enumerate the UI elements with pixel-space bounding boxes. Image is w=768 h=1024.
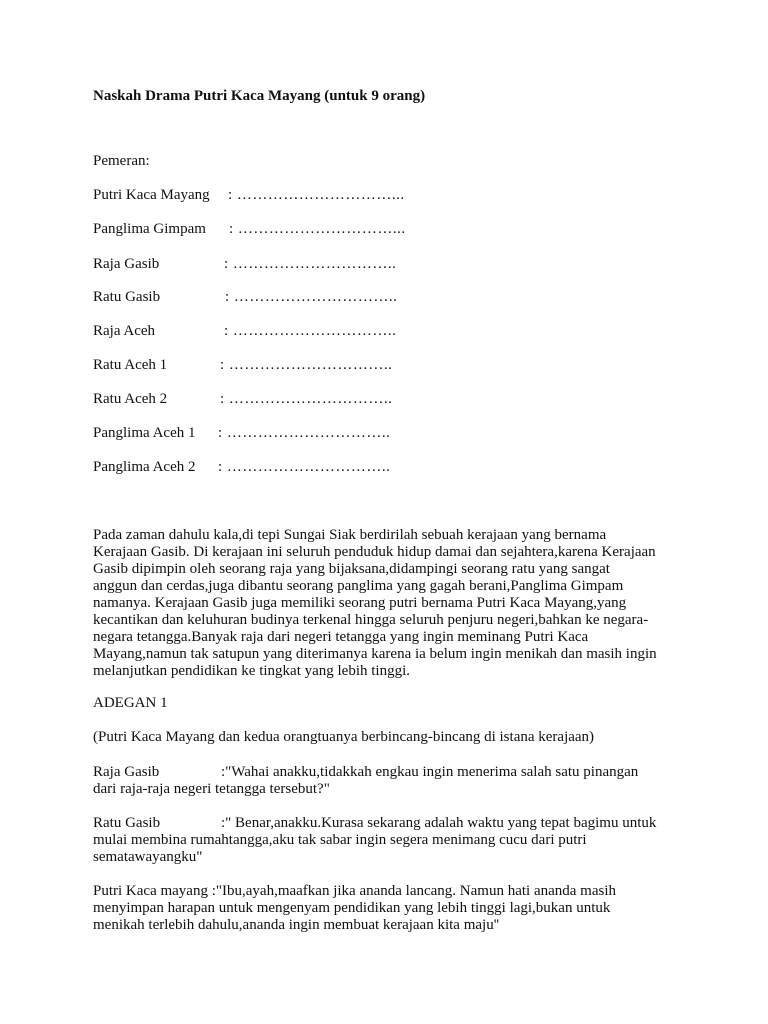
speaker-name: Raja Gasib [93,764,160,780]
stage-direction: (Putri Kaca Mayang dan kedua orangtuanya berbincang-bincang di istana kerajaan) [93,729,595,745]
paragraph-line: kecantikan dan keluhuran budinya terkenal hingga seluruh penjuru negeri,bahkan ke negara- [93,612,649,628]
cast-name: Panglima Aceh 1 [93,425,196,441]
paragraph-line: Mayang,namun tak satupun yang diterimanya karena ia belum ingin menikah dan masih ingin [93,646,657,662]
cast-name: Panglima Gimpam [93,221,206,237]
cast-blank: : ………………………….. [218,425,391,441]
cast-entry [93,391,513,411]
dialogue-block [93,764,693,798]
paragraph-line: namanya. Kerajaan Gasib juga memiliki seorang putri bernama Putri Kaca Mayang,yang [93,595,627,611]
cast-label: Pemeran: [93,153,150,169]
paragraph-line: anggun dan cerdas,juga dibantu seorang panglima yang gagah berani,Panglima Gimpam [93,578,624,594]
cast-entry [93,221,513,241]
cast-name: Raja Gasib [93,256,160,272]
dialogue-first-line [93,815,693,832]
cast-name: Ratu Gasib [93,289,161,305]
dialogue-text: :" Benar,anakku.Kurasa sekarang adalah waktu yang tepat bagimu untuk [221,815,657,831]
cast-blank: : ………………………….. [220,391,393,407]
cast-name: Ratu Aceh 2 [93,391,168,407]
intro-paragraph [93,527,693,680]
dialogue-block [93,815,693,866]
document-title: Naskah Drama Putri Kaca Mayang (untuk 9 orang) [93,88,426,104]
dialogue-line: menyimpan harapan untuk mengenyam pendidikan yang lebih tinggi lagi,bukan untuk [93,900,611,916]
paragraph-line: Kerajaan Gasib. Di kerajaan ini seluruh penduduk hidup damai dan sejahtera,karena Kerajaan [93,544,656,560]
cast-entry [93,357,513,377]
paragraph-line: negara tetangga.Banyak raja dari negeri tetangga yang ingin meminang Putri Kaca [93,629,589,645]
speaker-name: Ratu Gasib [93,815,161,831]
paragraph-line: melanjutkan pendidikan ke tingkat yang lebih tinggi. [93,663,411,679]
dialogue-first-line [93,764,693,781]
cast-blank: : …………………………... [229,221,406,237]
cast-name: Putri Kaca Mayang [93,187,210,203]
dialogue-line: sematawayangku" [93,849,203,865]
cast-entry [93,323,513,343]
cast-entry [93,459,513,479]
paragraph-line: Gasib dipimpin oleh seorang raja yang bijaksana,didampingi seorang ratu yang sangat [93,561,610,577]
cast-entry [93,425,513,445]
scene-heading: ADEGAN 1 [93,695,168,711]
cast-blank: : ………………………….. [224,256,397,272]
paragraph-line: Pada zaman dahulu kala,di tepi Sungai Siak berdirilah sebuah kerajaan yang bernama [93,527,607,543]
dialogue-text: :"Wahai anakku,tidakkah engkau ingin menerima salah satu pinangan [221,764,639,780]
dialogue-first-line [93,883,693,900]
cast-blank: : ………………………….. [220,357,393,373]
cast-blank: : ………………………….. [224,323,397,339]
dialogue-line: dari raja-raja negeri tetangga tersebut?" [93,781,330,797]
cast-entry [93,187,513,207]
dialogue-line: menikah terlebih dahulu,ananda ingin membuat kerajaan kita maju'' [93,917,500,933]
speaker-name: Putri Kaca mayang [93,883,208,899]
cast-blank: : ………………………….. [225,289,398,305]
cast-name: Raja Aceh [93,323,156,339]
cast-name: Panglima Aceh 2 [93,459,196,475]
cast-blank: : ………………………….. [218,459,391,475]
cast-blank: : …………………………... [228,187,405,203]
dialogue-line: mulai membina rumahtangga,aku tak sabar ingin segera menimang cucu dari putri [93,832,587,848]
dialogue-block [93,883,693,934]
cast-entry [93,289,513,309]
cast-entry [93,256,513,276]
cast-name: Ratu Aceh 1 [93,357,168,373]
dialogue-text: :"Ibu,ayah,maafkan jika ananda lancang. Namun hati ananda masih [211,883,617,899]
